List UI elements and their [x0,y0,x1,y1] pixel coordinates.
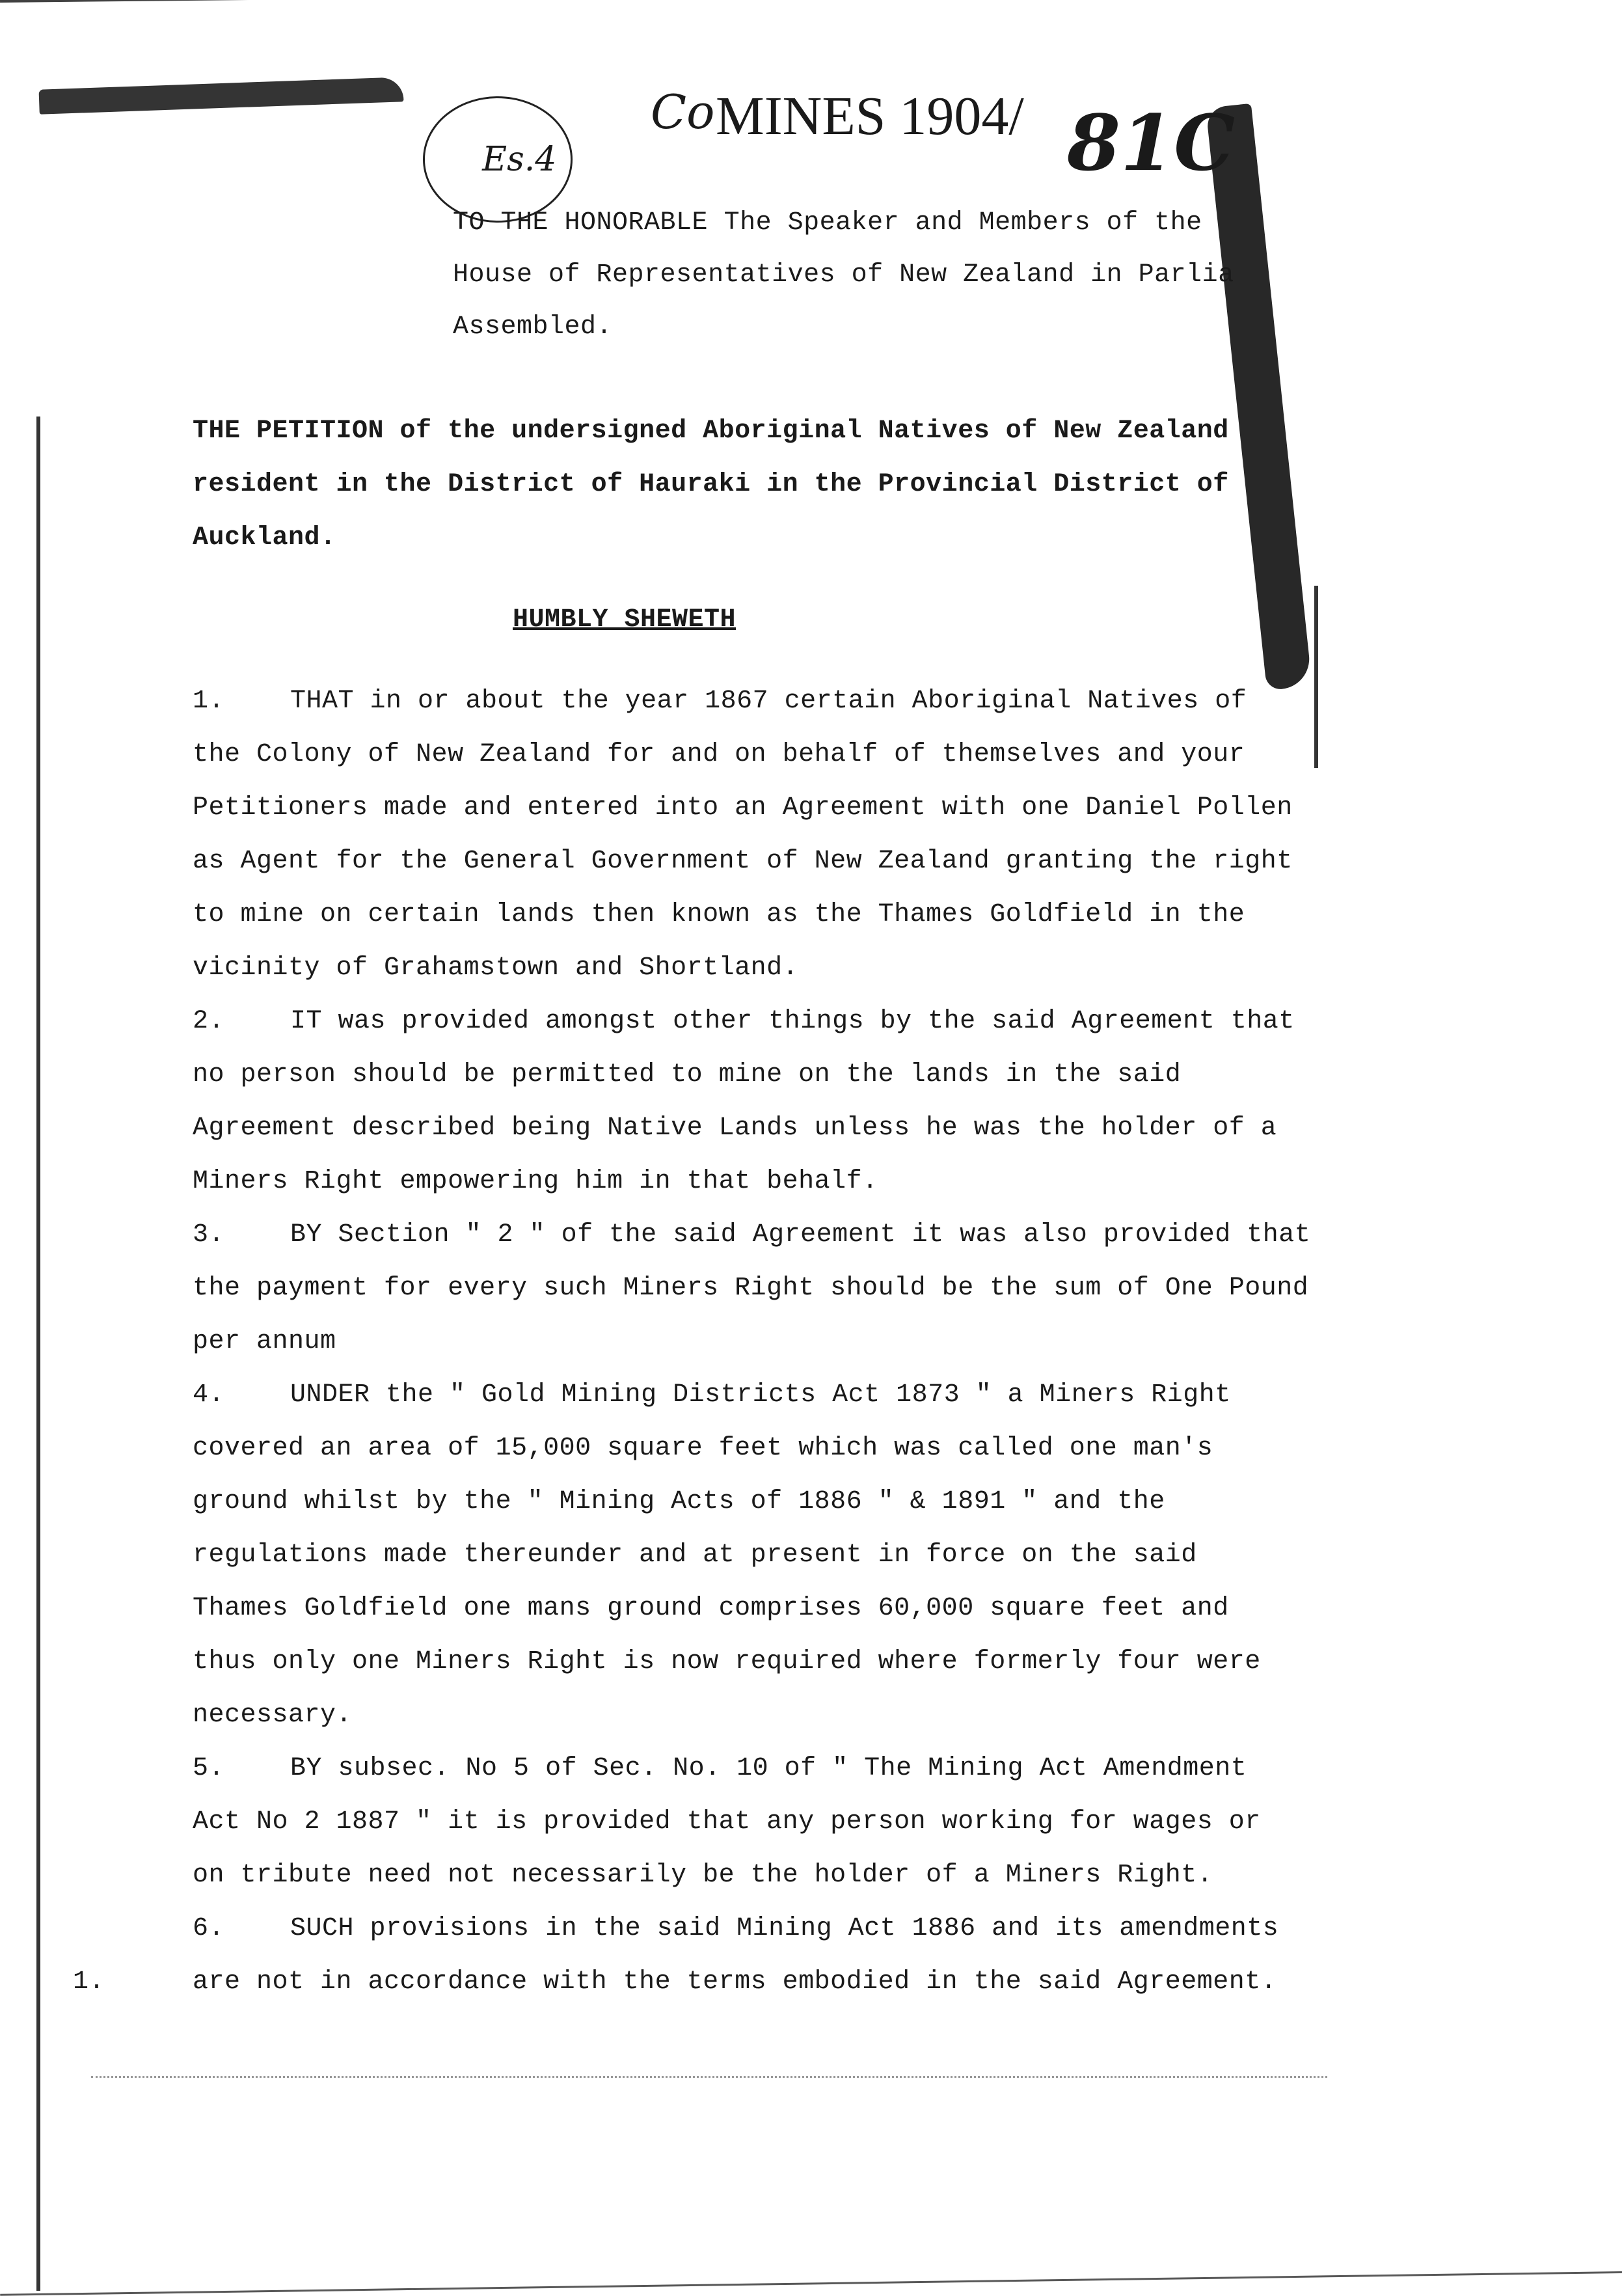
file-number: 81C [1067,98,1236,188]
paragraph-line: BY subsec. No 5 of Sec. No. 10 of " The Mining Act Amendment [290,1754,1247,1783]
header-annotation-circled-text: Es.4 [482,140,557,179]
paragraph-line: SUCH provisions in the said Mining Act 1886 and its amendments [290,1914,1279,1943]
paragraph-line: the payment for every such Miners Right should be the sum of One Pound [193,1274,1309,1303]
header-annotation-circled [423,96,573,223]
paragraph-line: per annum [193,1327,336,1356]
paragraph-line: no person should be permitted to mine on the lands in the said [193,1060,1182,1089]
petition-intro-line-2: resident in the District of Hauraki in the Provincial District of [193,470,1229,499]
scan-top-edge [0,0,846,3]
scan-top-smudge [39,77,404,115]
petition-intro-line-1: THE PETITION of the undersigned Aboriginal Natives of New Zealand [193,417,1229,446]
paragraph-line: thus only one Miners Right is now required where formerly four were [193,1647,1261,1676]
paragraph-line: regulations made thereunder and at present in force on the said [193,1540,1197,1570]
paragraph-line: necessary. [193,1701,353,1730]
page-number: 1. [73,1967,105,1997]
footer-dotted-rule [91,2076,1327,2078]
paragraph-line: BY Section " 2 " of the said Agreement it was also provided that [290,1220,1311,1250]
header-annotation-cursive: Co [651,85,715,139]
paragraph-number: 1. [193,687,225,716]
paragraph-line: on tribute need not necessarily be the holder of a Miners Right. [193,1861,1213,1890]
paragraph-line: Agreement described being Native Lands unless he was the holder of a [193,1114,1277,1143]
paragraph-number: 2. [193,1007,225,1036]
paragraph-line: ground whilst by the " Mining Acts of 1886 " & 1891 " and the [193,1487,1165,1516]
paragraph-number: 5. [193,1754,225,1783]
paragraph-line: vicinity of Grahamstown and Shortland. [193,953,799,983]
scan-right-bar [1314,586,1318,768]
paragraph-line: to mine on certain lands then known as the Thames Goldfield in the [193,900,1245,929]
file-label: MINES 1904/ [716,86,1024,146]
paragraph-line: as Agent for the General Government of New Zealand granting the right [193,847,1293,876]
paragraph-line: covered an area of 15,000 square feet which was called one man's [193,1434,1213,1463]
paragraph-line: the Colony of New Zealand for and on behalf of themselves and your [193,740,1245,769]
petition-intro-line-3: Auckland. [193,523,336,553]
paragraph-number: 4. [193,1380,225,1410]
scan-left-edge [36,417,40,2291]
address-line-1: TO THE HONORABLE The Speaker and Members of the [453,208,1202,238]
paragraph-line: UNDER the " Gold Mining Districts Act 1873 " a Miners Right [290,1380,1231,1410]
paragraph-line: IT was provided amongst other things by the said Agreement that [290,1007,1295,1036]
paragraph-number: 3. [193,1220,225,1250]
heading: HUMBLY SHEWETH [513,605,737,635]
paragraph-number: 6. [193,1914,225,1943]
address-line-3: Assembled. [453,312,613,342]
address-line-2: House of Representatives of New Zealand in Parlia [453,260,1234,290]
paragraph-line: are not in accordance with the terms embodied in the said Agreement. [193,1967,1277,1997]
paragraph-line: THAT in or about the year 1867 certain Aboriginal Natives of [290,687,1247,716]
paragraph-line: Miners Right empowering him in that behalf. [193,1167,878,1196]
scan-bottom-edge [0,2271,1622,2296]
paragraph-line: Act No 2 1887 " it is provided that any person working for wages or [193,1807,1261,1837]
scan-right-smudge [1206,103,1312,690]
paragraph-line: Petitioners made and entered into an Agreement with one Daniel Pollen [193,793,1293,823]
paragraph-line: Thames Goldfield one mans ground comprises 60,000 square feet and [193,1594,1229,1623]
